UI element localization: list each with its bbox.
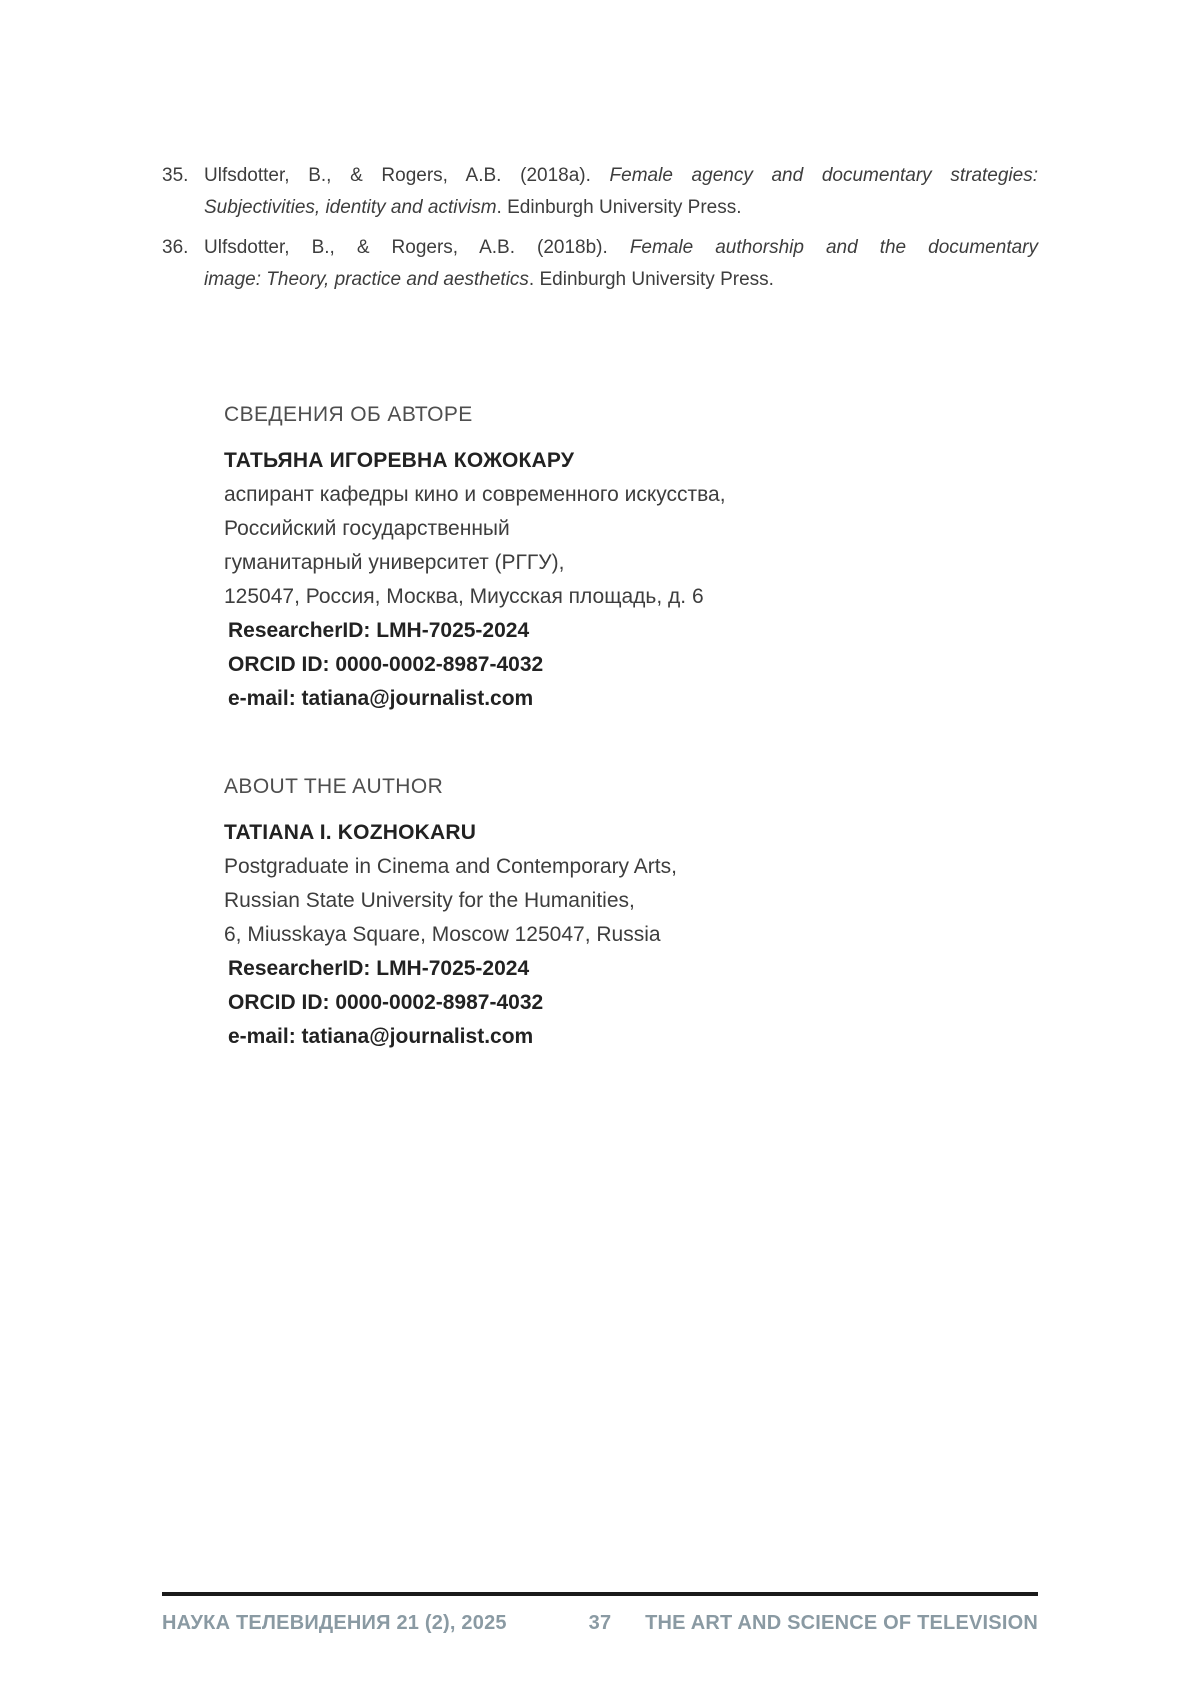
reference-list xyxy=(162,160,1038,304)
reference-citation-regular: . Edinburgh University Press. xyxy=(496,197,742,218)
reference-line xyxy=(204,264,1038,296)
author-info-ru xyxy=(224,398,726,716)
reference-item xyxy=(162,232,1038,296)
orcid-id: ORCID ID: 0000-0002-8987-4032 xyxy=(228,653,544,676)
reference-title-italic: Subjectivities, identity and activism xyxy=(204,197,497,218)
reference-citation-regular: . Edinburgh University Press. xyxy=(528,269,774,290)
reference-number: 35. xyxy=(162,165,189,186)
reference-title-italic: image: Theory, practice and aesthetics xyxy=(204,269,529,290)
reference-citation-regular: Ulfsdotter, B., & Rogers, A.B. (2018b). xyxy=(204,237,630,258)
affiliation-line: гуманитарный университет (РГГУ), xyxy=(224,551,565,574)
section-heading-ru: СВЕДЕНИЯ ОБ АВТОРЕ xyxy=(224,403,473,426)
footer-journal-en: THE ART AND SCIENCE OF TELEVISION xyxy=(645,1612,1038,1634)
footer-journal-ru: НАУКА ТЕЛЕВИДЕНИЯ 21 (2), 2025 xyxy=(162,1612,507,1634)
affiliation-line: Российский государственный xyxy=(224,517,510,540)
researcher-id: ResearcherID: LMH-7025-2024 xyxy=(228,957,530,980)
reference-text xyxy=(204,232,1038,296)
reference-title-italic: Female authorship and the documentary xyxy=(629,237,1038,258)
footer-page-number: 37 xyxy=(588,1612,612,1634)
section-heading-en: ABOUT THE AUTHOR xyxy=(224,775,444,798)
researcher-id: ResearcherID: LMH-7025-2024 xyxy=(228,619,530,642)
reference-title-italic: Female agency and documentary strategies: xyxy=(609,165,1038,186)
affiliation-line: аспирант кафедры кино и современного искусства, xyxy=(224,483,726,506)
affiliation-line: Russian State University for the Humanities, xyxy=(224,889,635,912)
reference-text xyxy=(204,160,1038,224)
author-name-en: TATIANA I. KOZHOKARU xyxy=(224,821,477,844)
author-info-en xyxy=(224,770,677,1054)
orcid-id: ORCID ID: 0000-0002-8987-4032 xyxy=(228,991,544,1014)
email: e-mail: tatiana@journalist.com xyxy=(228,687,534,710)
footer-rule xyxy=(162,1592,1038,1596)
reference-item xyxy=(162,160,1038,224)
reference-line xyxy=(204,160,1038,192)
affiliation-line: Postgraduate in Cinema and Contemporary Arts, xyxy=(224,855,677,878)
email: e-mail: tatiana@journalist.com xyxy=(228,1025,534,1048)
reference-line xyxy=(204,192,1038,224)
address-line: 6, Miusskaya Square, Moscow 125047, Russia xyxy=(224,923,661,946)
reference-line xyxy=(204,232,1038,264)
reference-citation-regular: Ulfsdotter, B., & Rogers, A.B. (2018a). xyxy=(204,165,610,186)
reference-number: 36. xyxy=(162,237,189,258)
author-name-ru: ТАТЬЯНА ИГОРЕВНА КОЖОКАРУ xyxy=(224,449,575,472)
address-line: 125047, Россия, Москва, Миусская площадь, д. 6 xyxy=(224,585,704,608)
page-footer xyxy=(162,1610,1038,1636)
